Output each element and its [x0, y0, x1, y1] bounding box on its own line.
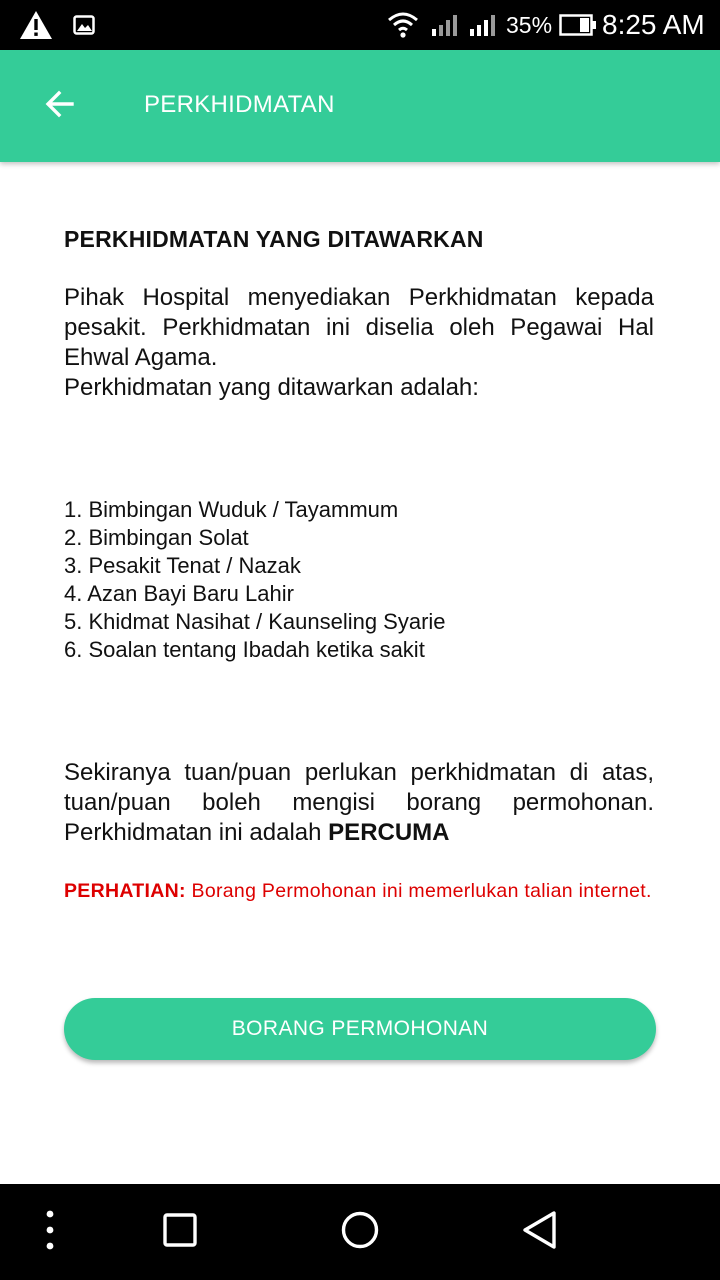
- warning-icon: [18, 0, 54, 50]
- recent-apps-button[interactable]: [130, 1184, 230, 1280]
- wifi-icon: [386, 0, 420, 50]
- notice-label: PERHATIAN:: [64, 880, 186, 902]
- list-item: 5. Khidmat Nasihat / Kaunseling Syarie: [64, 609, 446, 634]
- free-label: PERCUMA: [328, 819, 450, 846]
- back-triangle-icon: [522, 1210, 558, 1255]
- page-title: PERKHIDMATAN: [144, 91, 335, 118]
- services-content: [64, 222, 654, 904]
- nav-back-button[interactable]: [490, 1184, 590, 1280]
- intro-list-lead: Perkhidmatan yang ditawarkan adalah:: [64, 374, 479, 401]
- menu-button[interactable]: [0, 1184, 100, 1280]
- back-button[interactable]: [30, 76, 90, 136]
- app-bar: [0, 50, 720, 162]
- list-item: 1. Bimbingan Wuduk / Tayammum: [64, 497, 399, 522]
- intro-text: Pihak Hospital menyediakan Perkhidmatan kepada pesakit. Perkhidmatan ini diselia oleh Pegawai Hal Ehwal Agama.: [64, 284, 654, 371]
- navigation-bar: [0, 1184, 720, 1280]
- battery-percent: 35%: [506, 12, 553, 38]
- list-item: 2. Bimbingan Solat: [64, 525, 249, 550]
- application-form-button[interactable]: BORANG PERMOHONAN: [64, 998, 656, 1060]
- status-bar: [0, 0, 720, 50]
- clock: 8:25 AM: [602, 9, 705, 40]
- list-item: 6. Soalan tentang Ibadah ketika sakit: [64, 637, 425, 662]
- home-button[interactable]: [310, 1184, 410, 1280]
- recent-apps-icon: [163, 1213, 197, 1252]
- intro-paragraph: [64, 283, 654, 403]
- signal-icon: [430, 0, 460, 50]
- closing-text: Sekiranya tuan/puan perlukan perkhidmatan di atas, tuan/puan boleh mengisi borang permohonan. Perkhidmatan ini adalah: [64, 759, 654, 846]
- signal-icon: [468, 0, 498, 50]
- more-vert-icon: [44, 1210, 56, 1255]
- list-item: 3. Pesakit Tenat / Nazak: [64, 553, 301, 578]
- list-item: 4. Azan Bayi Baru Lahir: [64, 581, 294, 606]
- image-icon: [72, 0, 96, 50]
- arrow-back-icon: [44, 88, 76, 125]
- notice: [64, 878, 654, 904]
- notice-text: Borang Permohonan ini memerlukan talian internet.: [185, 880, 652, 902]
- section-heading: PERKHIDMATAN YANG DITAWARKAN: [64, 226, 484, 252]
- closing-paragraph: [64, 758, 654, 848]
- battery-icon: [558, 0, 598, 50]
- services-list: [64, 496, 654, 664]
- home-icon: [341, 1211, 379, 1254]
